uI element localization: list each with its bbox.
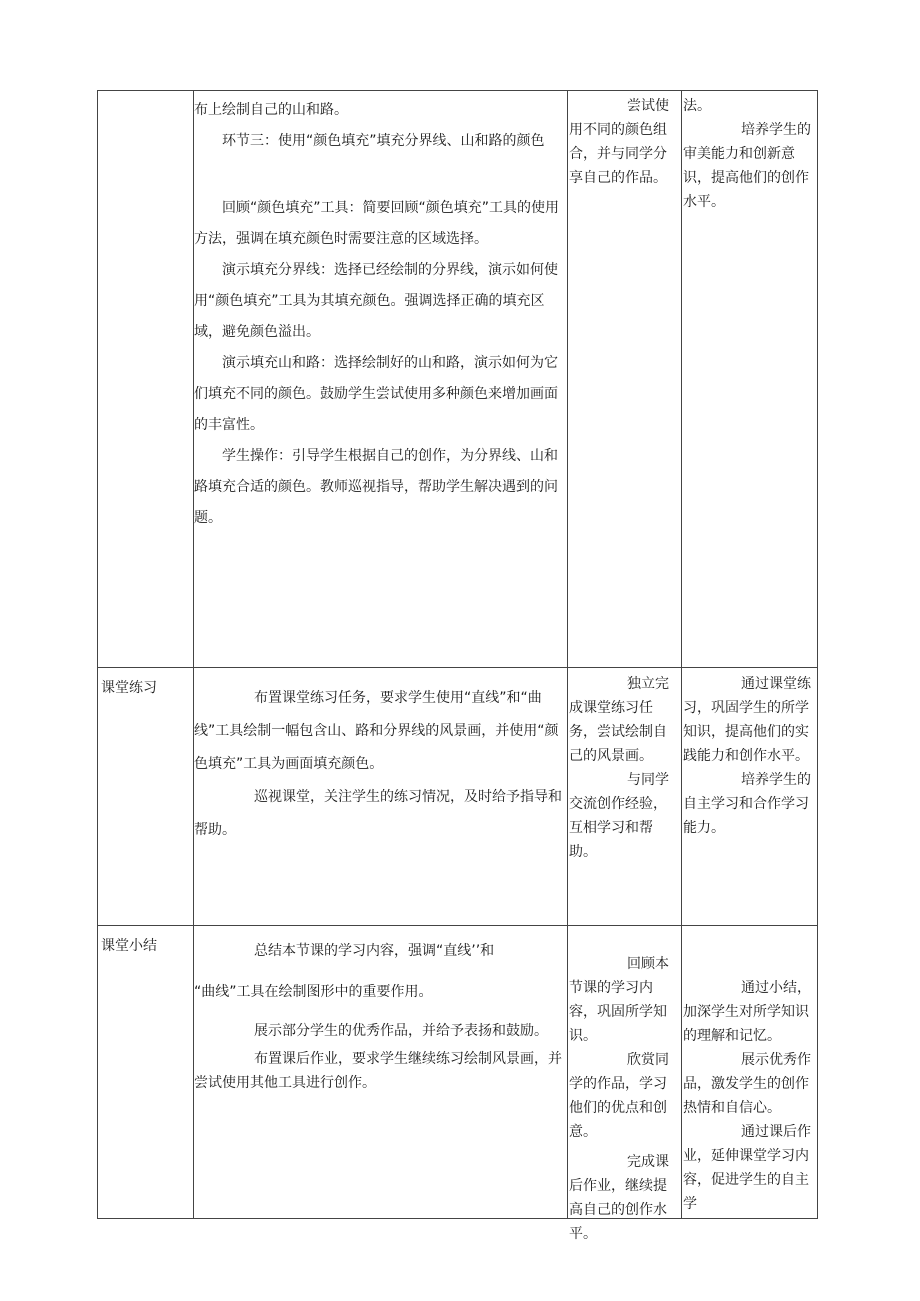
design-intent-cell: [682, 91, 818, 668]
teacher-paragraph: 总结本节课的学习内容，强调“直线’’和: [254, 943, 495, 959]
teacher-paragraph: 布置课后作业，要求学生继续练习绘制风景画，并尝试使用其他工具进行创作。: [194, 1051, 562, 1091]
table-row: [98, 91, 818, 668]
table-row: [98, 668, 818, 926]
student-activity-cell: [568, 668, 682, 926]
teacher-paragraph: 布置课堂练习任务，要求学生使用“直线”和“曲线”工具绘制一幅包含山、路和分界线的风景画，并使用“颜色填充”工具为画面填充颜色。: [194, 690, 559, 772]
section-heading: 环节三：使用“颜色填充”填充分界线、山和路的颜色: [222, 133, 545, 149]
intent-paragraph: 培养学生的审美能力和创新意识，提高他们的创作水平。: [683, 122, 811, 210]
teacher-paragraph: 回顾“颜色填充”工具：简要回顾“颜色填充”工具的使用方法，强调在填充颜色时需要注意的区域选择。: [194, 200, 560, 247]
intent-paragraph: 通过课堂练习，巩固学生的所学知识，提高他们的实践能力和创作水平。: [683, 676, 811, 764]
intent-paragraph: 法。: [683, 98, 711, 114]
teacher-paragraph: 布上绘制自己的山和路。: [194, 102, 348, 118]
design-intent-cell: [682, 668, 818, 926]
teacher-paragraph: 展示部分学生的优秀作品，并给予表扬和鼓励。: [254, 1023, 548, 1039]
teacher-paragraph: 巡视课堂，关注学生的练习情况，及时给予指导和帮助。: [194, 789, 562, 838]
lesson-plan-table: [97, 90, 818, 1242]
design-intent-cell: [682, 926, 818, 1219]
student-activity-cell: [568, 926, 682, 1242]
section-label: 课堂练习: [101, 680, 157, 696]
student-paragraph: 与同学交流创作经验，互相学习和帮助。: [569, 772, 669, 860]
section-cell: [98, 91, 194, 668]
student-paragraph: 欣赏同学的作品，学习他们的优点和创意。: [569, 1052, 669, 1140]
teacher-activity-cell: [194, 926, 568, 1219]
student-paragraph: 回顾本节课的学习内容，巩固所学知识。: [569, 956, 669, 1044]
section-cell: [98, 668, 194, 926]
section-label: 课堂小结: [101, 938, 157, 954]
teacher-paragraph: “曲线”工具在绘制图形中的重要作用。: [194, 984, 433, 1000]
intent-paragraph: 培养学生的自主学习和合作学习能力。: [683, 772, 811, 836]
section-cell: [98, 926, 194, 1219]
teacher-paragraph: 演示填充分界线：选择已经绘制的分界线，演示如何使用“颜色填充”工具为其填充颜色。强调选择正确的填充区域，避免颜色溢出。: [194, 262, 558, 340]
intent-paragraph: 展示优秀作品，激发学生的创作热情和自信心。: [683, 1052, 811, 1116]
student-activity-cell: [568, 91, 682, 668]
teacher-activity-cell: [194, 91, 568, 668]
student-paragraph: 尝试使用不同的颜色组合，并与同学分享自己的作品。: [569, 98, 669, 186]
intent-paragraph: 通过小结，加深学生对所学知识的理解和记忆。: [683, 980, 811, 1044]
intent-paragraph: 通过课后作业，延伸课堂学习内容，促进学生的自主学: [683, 1124, 811, 1212]
teacher-paragraph: 学生操作：引导学生根据自己的创作，为分界线、山和路填充合适的颜色。教师巡视指导，帮助学生解决遇到的问题。: [194, 448, 558, 526]
student-paragraph: 完成课后作业，继续提高自己的创作水平。: [569, 1154, 669, 1242]
student-paragraph: 独立完成课堂练习任务，尝试绘制自己的风景画。: [569, 676, 669, 764]
teacher-activity-cell: [194, 668, 568, 926]
table-row: [98, 926, 818, 1219]
teacher-paragraph: 演示填充山和路：选择绘制好的山和路，演示如何为它们填充不同的颜色。鼓励学生尝试使用多种颜色来增加画面的丰富性。: [194, 355, 558, 433]
section-label: [98, 91, 193, 99]
